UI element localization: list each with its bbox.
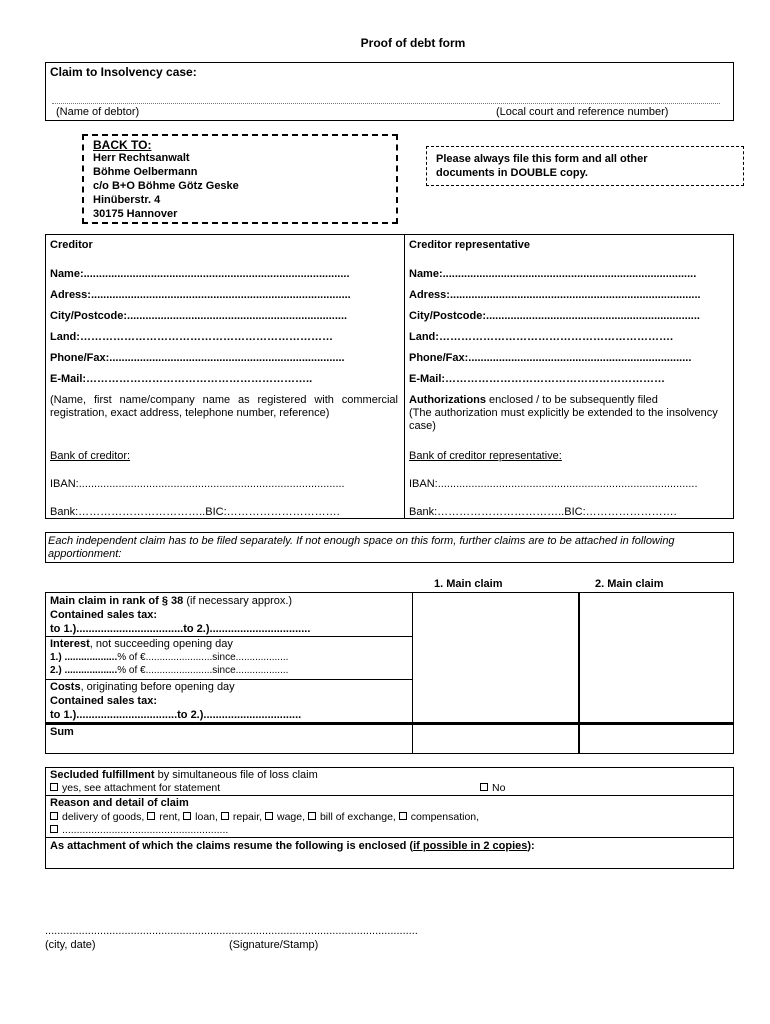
costs-tax: Contained sales tax: bbox=[50, 695, 157, 707]
interest-label bbox=[50, 638, 233, 650]
reason-options bbox=[50, 811, 479, 823]
interest-rest: , not succeeding opening day bbox=[89, 638, 233, 650]
creditor-iban-field[interactable]: IBAN:....................................................................................... bbox=[50, 478, 345, 490]
secluded-no-label: No bbox=[492, 782, 506, 794]
independent-note-box bbox=[45, 532, 734, 563]
city-date-label: (city, date) bbox=[45, 939, 96, 951]
checkbox-bill[interactable] bbox=[308, 812, 316, 820]
secluded-yes-option[interactable] bbox=[50, 782, 220, 794]
notice-box bbox=[426, 146, 744, 186]
rep-auth-bold: Authorizations bbox=[409, 394, 486, 406]
checkbox-other[interactable] bbox=[50, 825, 58, 833]
secluded-yes-label: yes, see attachment for statement bbox=[62, 782, 221, 794]
claims-table bbox=[45, 592, 734, 754]
costs-rest: , originating before opening day bbox=[80, 681, 235, 693]
col2-header: 2. Main claim bbox=[595, 578, 664, 590]
secluded-box bbox=[45, 767, 734, 869]
case-fill-line[interactable] bbox=[52, 103, 720, 104]
creditor-land-field[interactable]: Land:…………………………………………………………… bbox=[50, 331, 333, 343]
costs-to-field[interactable]: to 1.).................................to 2.)................................ bbox=[50, 709, 302, 721]
signature-line[interactable]: .......................................................................................................................... bbox=[45, 925, 418, 937]
back-to-heading: BACK TO: bbox=[93, 138, 152, 152]
debtor-label: (Name of debtor) bbox=[56, 106, 140, 118]
rep-bank-field[interactable]: Bank:……………………………..BIC:……………………. bbox=[409, 506, 677, 518]
signature-label: (Signature/Stamp) bbox=[229, 939, 319, 951]
back-to-line: Herr Rechtsanwalt bbox=[93, 152, 190, 164]
checkbox-rent[interactable] bbox=[147, 812, 155, 820]
secluded-label bbox=[50, 769, 318, 781]
creditor-email-field[interactable]: E-Mail:…………………………………………………….. bbox=[50, 373, 313, 385]
attachment-label bbox=[50, 840, 535, 852]
notice-line: documents in DOUBLE copy. bbox=[436, 167, 588, 179]
rep-bank-heading: Bank of creditor representative: bbox=[409, 450, 562, 462]
sum-1-cell[interactable] bbox=[413, 725, 578, 753]
main-claim-1-cell[interactable] bbox=[413, 593, 578, 722]
rep-auth bbox=[409, 394, 658, 406]
rep-city-field[interactable]: City/Postcode:...................................................................... bbox=[409, 310, 700, 322]
rep-address-field[interactable]: Adress:.................................................................................. bbox=[409, 289, 701, 301]
option-wage: wage, bbox=[276, 811, 306, 823]
attachment-copies: if possible in 2 copies bbox=[413, 840, 528, 852]
interest-bold: Interest bbox=[50, 638, 90, 650]
case-label: Claim to Insolvency case: bbox=[50, 65, 197, 79]
checkbox-delivery[interactable] bbox=[50, 812, 58, 820]
court-label: (Local court and reference number) bbox=[496, 106, 669, 118]
reason-other-field[interactable] bbox=[50, 824, 228, 836]
attachment-end: ): bbox=[527, 840, 535, 852]
option-loan: loan, bbox=[195, 811, 218, 823]
back-to-line: Hinüberstr. 4 bbox=[93, 194, 161, 206]
creditor-phone-field[interactable]: Phone/Fax:............................................................................. bbox=[50, 352, 345, 364]
interest-2-field[interactable] bbox=[50, 665, 288, 676]
creditor-heading: Creditor bbox=[50, 239, 93, 251]
attachment-text: As attachment of which the claims resume the following is enclosed ( bbox=[50, 840, 414, 852]
secluded-bold: Secluded fulfillment bbox=[50, 769, 155, 781]
checkbox-compensation[interactable] bbox=[399, 812, 407, 820]
interest-1-field[interactable] bbox=[50, 652, 288, 663]
col1-header: 1. Main claim bbox=[434, 578, 503, 590]
reason-heading: Reason and detail of claim bbox=[50, 797, 189, 809]
main-claim-rest: (if necessary approx.) bbox=[183, 595, 293, 607]
creditor-note: (Name, first name/company name as registered with commercial registration, exact address, telephone number, reference) bbox=[50, 394, 398, 419]
main-claim-2-cell[interactable] bbox=[580, 593, 734, 722]
creditor-city-field[interactable]: City/Postcode:........................................................................ bbox=[50, 310, 348, 322]
costs-bold: Costs bbox=[50, 681, 81, 693]
interest-2-num: 2.) ................... bbox=[50, 665, 118, 676]
interest-1-num: 1.) ................... bbox=[50, 652, 118, 663]
checkbox-repair[interactable] bbox=[221, 812, 229, 820]
back-to-line: c/o B+O Böhme Götz Geske bbox=[93, 180, 239, 192]
main-claim-tax: Contained sales tax: bbox=[50, 609, 157, 621]
option-delivery: delivery of goods, bbox=[62, 811, 145, 823]
rep-land-field[interactable]: Land:………………………………………………………. bbox=[409, 331, 673, 343]
option-repair: repair, bbox=[232, 811, 263, 823]
rep-auth-note: (The authorization must explicitly be extended to the insolvency case) bbox=[409, 407, 718, 432]
checkbox-loan[interactable] bbox=[183, 812, 191, 820]
option-rent: rent, bbox=[159, 811, 181, 823]
back-to-line: 30175 Hannover bbox=[93, 208, 178, 220]
page-title: Proof of debt form bbox=[360, 36, 466, 50]
interest-1-rest: % of €........................since................... bbox=[117, 652, 289, 663]
option-bill: bill of exchange, bbox=[319, 811, 396, 823]
main-claim-to-field[interactable]: to 1.)...................................to 2.)................................. bbox=[50, 623, 311, 635]
back-to-box bbox=[82, 134, 398, 224]
creditor-bank-field[interactable]: Bank:……………………………..BIC:…………………………. bbox=[50, 506, 340, 518]
reason-other-line: ......................................................... bbox=[62, 824, 229, 836]
creditor-table bbox=[45, 234, 734, 519]
rep-phone-field[interactable]: Phone/Fax:......................................................................... bbox=[409, 352, 692, 364]
rep-iban-field[interactable]: IBAN:..................................................................................... bbox=[409, 478, 698, 490]
option-compensation: compensation, bbox=[410, 811, 480, 823]
costs-label bbox=[50, 681, 235, 693]
notice-line: Please always file this form and all other bbox=[436, 153, 648, 165]
checkbox-no[interactable] bbox=[480, 783, 488, 791]
secluded-rest: by simultaneous file of loss claim bbox=[154, 769, 318, 781]
sum-2-cell[interactable] bbox=[580, 725, 734, 753]
interest-2-rest: % of €........................since................... bbox=[117, 665, 289, 676]
main-claim-label bbox=[50, 595, 292, 607]
creditor-bank-heading: Bank of creditor: bbox=[50, 450, 131, 462]
secluded-no-option[interactable] bbox=[480, 782, 505, 794]
checkbox-yes[interactable] bbox=[50, 783, 58, 791]
rep-email-field[interactable]: E-Mail:…………………………………………………… bbox=[409, 373, 666, 385]
creditor-name-field[interactable]: Name:....................................................................................... bbox=[50, 268, 350, 280]
rep-name-field[interactable]: Name:................................................................................... bbox=[409, 268, 697, 280]
rep-heading: Creditor representative bbox=[409, 239, 531, 251]
rep-auth-rest: enclosed / to be subsequently filed bbox=[486, 394, 658, 406]
checkbox-wage[interactable] bbox=[265, 812, 273, 820]
case-box bbox=[45, 62, 734, 121]
creditor-address-field[interactable]: Adress:..................................................................................... bbox=[50, 289, 351, 301]
sum-label: Sum bbox=[50, 726, 74, 738]
main-claim-bold: Main claim in rank of § 38 bbox=[50, 595, 184, 607]
back-to-line: Böhme Oelbermann bbox=[93, 166, 198, 178]
independent-note: Each independent claim has to be filed separately. If not enough space on this form, further claims are to be attached in following apportionment: bbox=[48, 535, 675, 560]
